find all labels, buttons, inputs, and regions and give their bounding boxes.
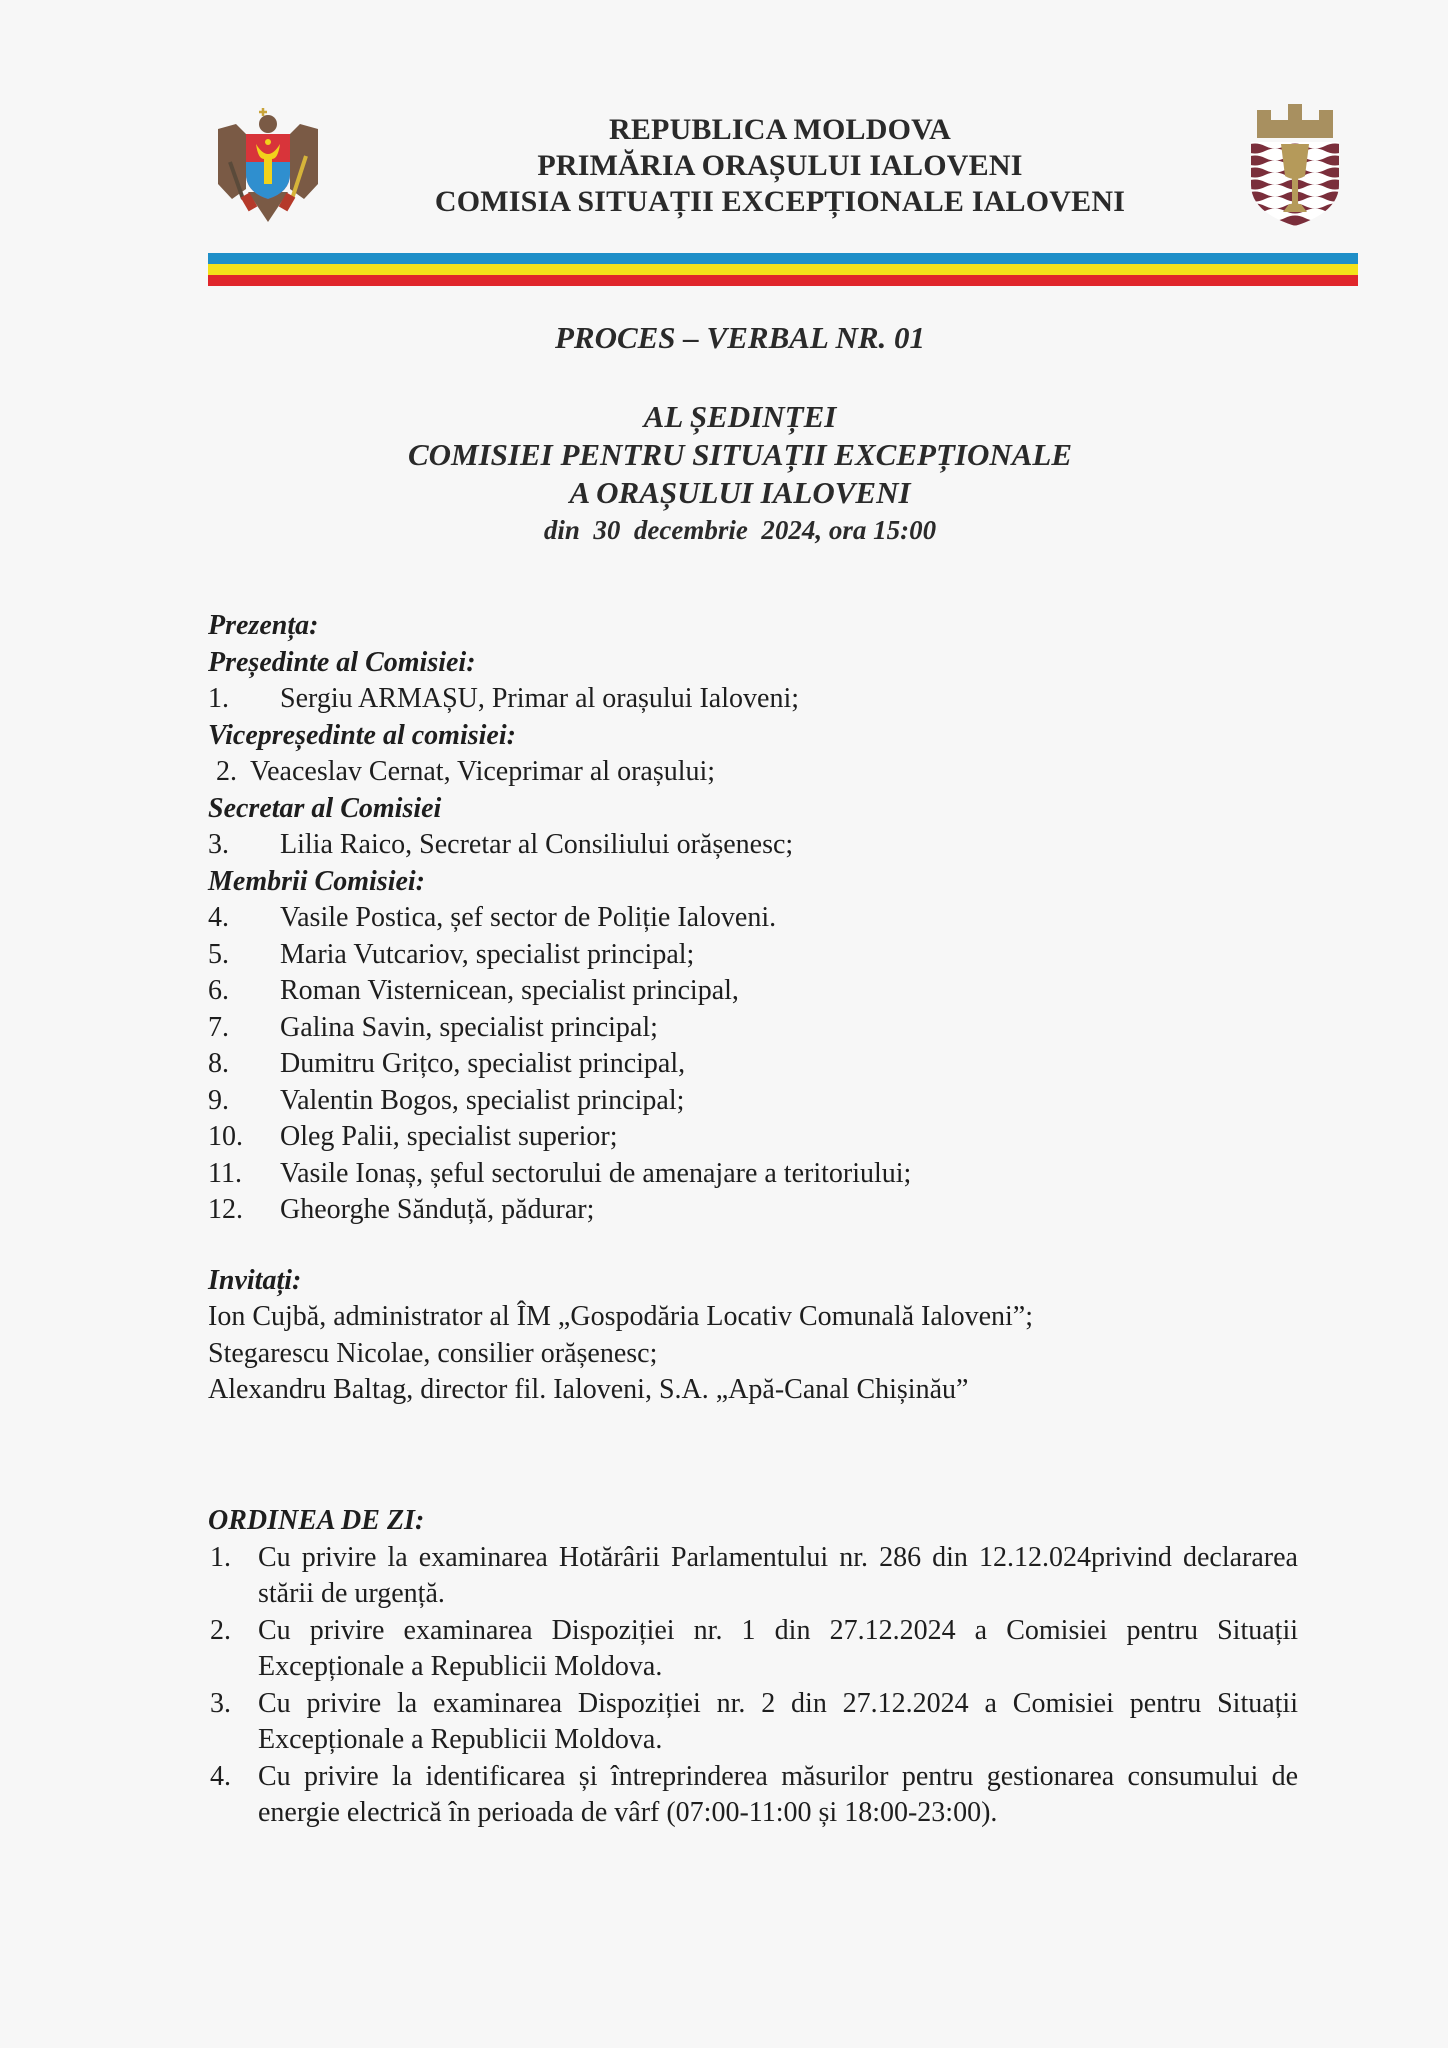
- agenda-number: 4.: [210, 1760, 231, 1792]
- invitee-item: Ion Cujbă, administrator al ÎM „Gospodăria Locativ Comunală Ialoveni”;: [208, 1301, 1033, 1332]
- minutes-number: PROCES – VERBAL NR. 01: [554, 320, 926, 355]
- document-title: [300, 318, 1180, 548]
- member-item: [208, 1046, 1308, 1083]
- member-text: Dumitru Grițco, specialist principal,: [280, 1048, 686, 1079]
- member-item: [208, 1156, 1308, 1193]
- member-text: Oleg Palii, specialist superior;: [280, 1121, 618, 1152]
- member-text: Vasile Postica, șef sector de Poliție Ialoveni.: [280, 902, 777, 933]
- member-text: Gheorghe Sănduță, pădurar;: [280, 1194, 595, 1225]
- member-item: [208, 1192, 1308, 1229]
- section-spacer: [208, 1229, 1308, 1263]
- agenda-label: ORDINEA DE ZI:: [208, 1505, 425, 1536]
- member-number: 2.: [216, 756, 237, 787]
- member-item: [208, 1119, 1308, 1156]
- header-commission: COMISIA SITUAȚII EXCEPȚIONALE IALOVENI: [434, 185, 1126, 218]
- member-number: 3.: [208, 829, 229, 860]
- meeting-date: din 30 decembrie 2024, ora 15:00: [543, 515, 937, 545]
- ialoveni-coat-of-arms-icon: [1245, 100, 1345, 230]
- invitee-item: Stegarescu Nicolae, consilier orășenesc;: [208, 1337, 658, 1369]
- invitee-item: Alexandru Baltag, director fil. Ialoveni, S.A. „Apă-Canal Chișinău”: [208, 1374, 969, 1405]
- presence-label: Prezența:: [208, 610, 319, 641]
- member-number: 7.: [208, 1011, 229, 1043]
- red-stripe: [208, 275, 1358, 286]
- tricolor-divider: [208, 253, 1358, 286]
- member-item: [208, 900, 1308, 937]
- agenda-text: Cu privire la examinarea Dispoziției nr. 2 din 27.12.2024 a Comisiei pentru Situații Excepționale a Republicii Moldova.: [258, 1687, 1298, 1755]
- member-text: Vasile Ionaș, șeful sectorului de amenajare a teritoriului;: [280, 1157, 912, 1189]
- member-number: 5.: [208, 938, 229, 970]
- member-text: Roman Visternicean, specialist principal,: [280, 975, 739, 1006]
- member-item: [208, 1010, 1308, 1047]
- member-number: 11.: [208, 1157, 242, 1189]
- header-country: REPUBLICA MOLDOVA: [608, 113, 952, 146]
- member-text: Sergiu ARMAȘU, Primar al orașului Ialoveni;: [280, 683, 799, 714]
- title-line-3: A ORAȘULUI IALOVENI: [569, 475, 911, 510]
- agenda-text: Cu privire examinarea Dispoziției nr. 1 din 27.12.2024 a Comisiei pentru Situații Excepționale a Republicii Moldova.: [258, 1614, 1298, 1682]
- agenda-item: [208, 1686, 1298, 1759]
- member-number: 10.: [208, 1121, 243, 1152]
- member-item: [208, 827, 1308, 864]
- institution-header: [330, 112, 1230, 220]
- title-line-2: COMISIEI PENTRU SITUAȚII EXCEPȚIONALE: [407, 437, 1073, 472]
- member-number: 9.: [208, 1084, 229, 1116]
- agenda-item: [208, 1759, 1298, 1832]
- attendance-section: [208, 608, 1308, 1409]
- member-text: Valentin Bogos, specialist principal;: [280, 1084, 685, 1116]
- agenda-text: Cu privire la examinarea Hotărârii Parlamentului nr. 286 din 12.12.024privind declararea stării de urgență.: [258, 1541, 1298, 1609]
- agenda-item: [208, 1540, 1298, 1613]
- agenda-section: [208, 1503, 1298, 1832]
- agenda-text: Cu privire la identificarea și întreprinderea măsurilor pentru gestionarea consumului de energie electrică în perioada de vârf (07:00-11:00 și 18:00-23:00).: [258, 1760, 1298, 1828]
- member-item: [208, 973, 1308, 1010]
- agenda-item: [208, 1613, 1298, 1686]
- moldova-coat-of-arms-icon: [208, 104, 328, 224]
- member-number: 12.: [208, 1194, 243, 1225]
- member-text: Lilia Raico, Secretar al Consiliului orășenesc;: [280, 829, 794, 860]
- header-city-hall: PRIMĂRIA ORAȘULUI IALOVENI: [537, 149, 1023, 182]
- member-text: Galina Savin, specialist principal;: [280, 1011, 658, 1043]
- member-number: 6.: [208, 975, 229, 1006]
- member-number: 8.: [208, 1048, 229, 1079]
- president-label: Președinte al Comisiei:: [208, 646, 476, 678]
- member-text: Maria Vutcariov, specialist principal;: [280, 938, 695, 970]
- member-item: [208, 681, 1308, 718]
- blue-stripe: [208, 253, 1358, 264]
- agenda-number: 1.: [210, 1541, 231, 1573]
- title-line-1: AL ȘEDINȚEI: [643, 399, 837, 434]
- yellow-stripe: [208, 264, 1358, 275]
- member-text: Veaceslav Cernat, Viceprimar al orașului;: [250, 756, 716, 787]
- member-item: [208, 1083, 1308, 1120]
- member-item: [208, 937, 1308, 974]
- agenda-number: 3.: [210, 1687, 231, 1719]
- member-number: 4.: [208, 902, 229, 933]
- agenda-number: 2.: [210, 1614, 231, 1646]
- invited-label: Invitați:: [208, 1264, 302, 1296]
- member-number: 1.: [208, 683, 229, 714]
- members-label: Membrii Comisiei:: [208, 865, 425, 897]
- member-item: [208, 754, 1308, 791]
- vice-president-label: Vicepreședinte al comisiei:: [208, 719, 516, 751]
- secretary-label: Secretar al Comisiei: [208, 792, 442, 824]
